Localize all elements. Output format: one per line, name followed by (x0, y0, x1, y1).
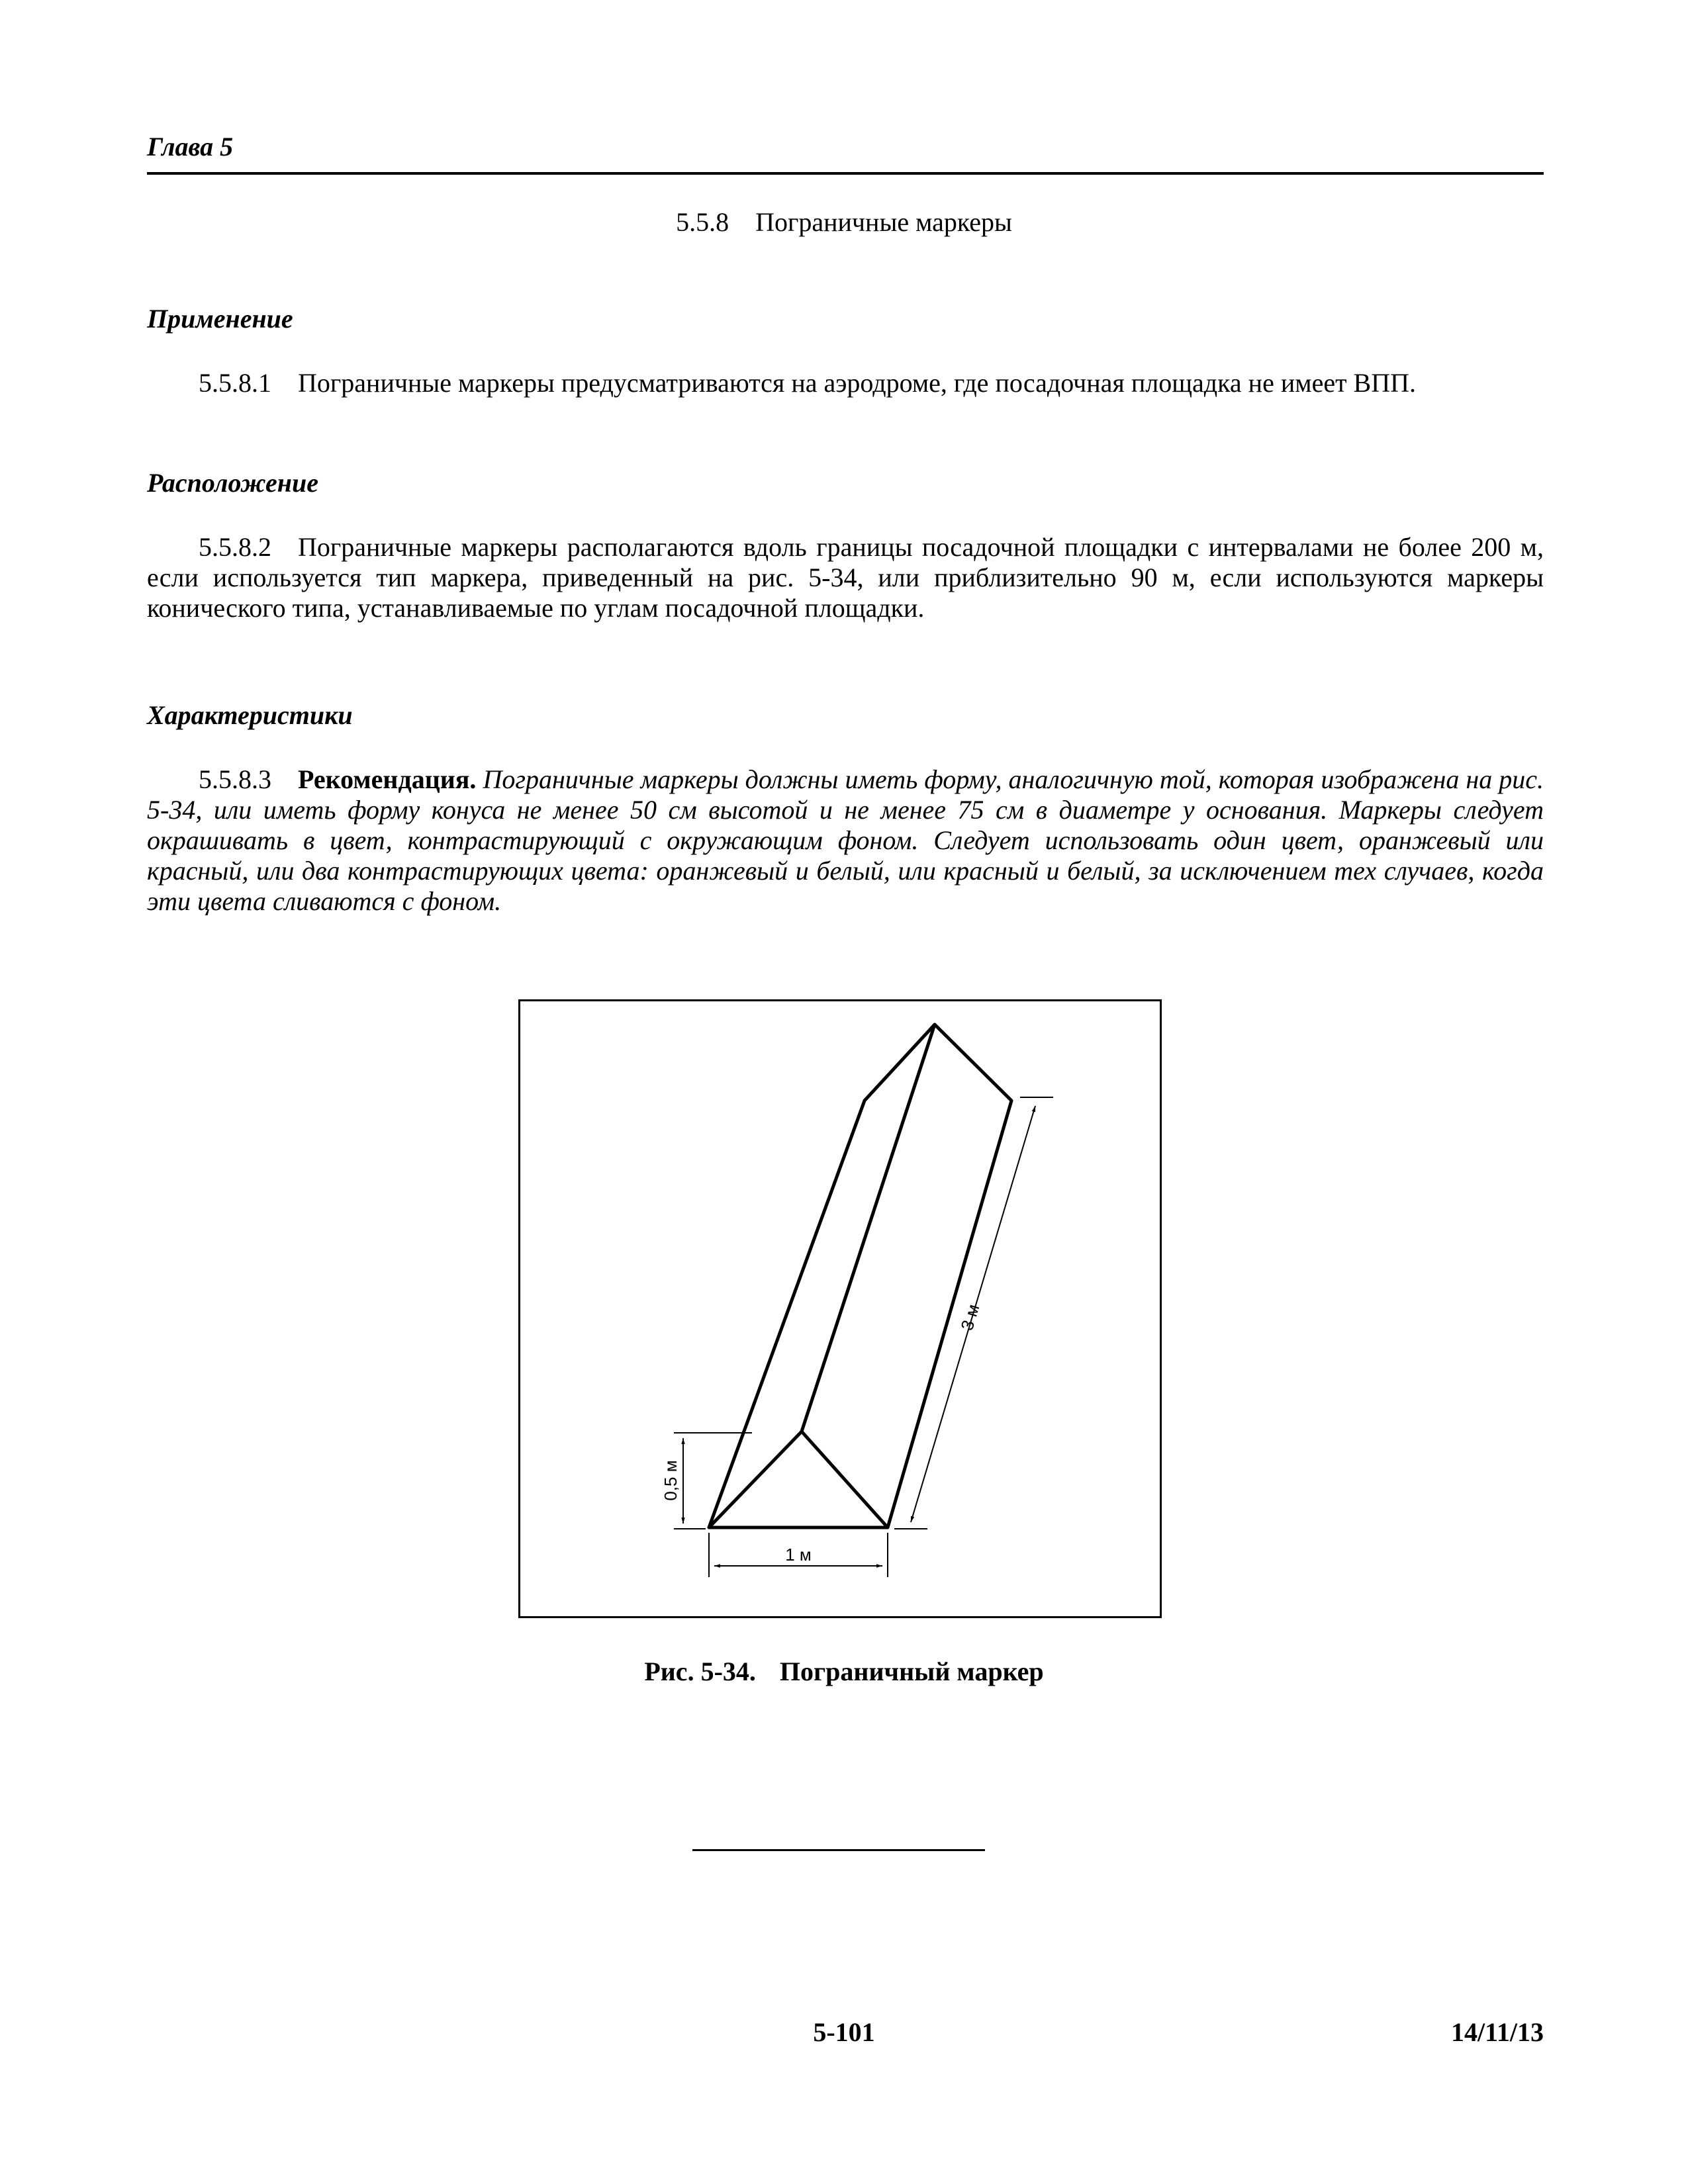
paragraph-number: 5.5.8.1 (199, 368, 271, 398)
figure-frame (518, 999, 1162, 1618)
footnote-divider (692, 1849, 985, 1851)
header-divider (147, 172, 1544, 175)
width-dimension-label: 1 м (785, 1545, 812, 1565)
paragraph-number: 5.5.8.3 (199, 764, 271, 794)
recommendation-text: Пограничные маркеры должны иметь форму, аналогичную той, которая изображена на рис. 5-34, или иметь форму конуса не менее 50 см высотой и не менее 75 см в диаметре у основания. Маркеры следует окрашивать в цвет, контрастирующий с окружающим фоном. Следует использовать один цвет, оранжевый или красный, или два контрастирующих цвета: оранжевый и белый, или красный и белый, за исключением тех случаев, когда эти цвета сливаются с фоном. (147, 764, 1544, 916)
paragraph-5-5-8-3 (147, 764, 1544, 917)
figure-title: Пограничный маркер (779, 1657, 1044, 1686)
paragraph-5-5-8-1 (147, 368, 1544, 398)
section-title-text: Пограничные маркеры (755, 207, 1012, 237)
paragraph-text: Пограничные маркеры предусматриваются на аэродроме, где посадочная площадка не имеет ВПП. (298, 368, 1417, 398)
heading-characteristics: Характеристики (147, 700, 353, 730)
figure-caption (0, 1656, 1688, 1687)
page-number: 5-101 (813, 2017, 875, 2047)
boundary-marker-drawing (520, 1001, 1164, 1620)
height-dimension-label: 0,5 м (661, 1460, 680, 1501)
recommendation-label: Рекомендация. (298, 764, 477, 794)
prism-outline (709, 1024, 1011, 1527)
paragraph-5-5-8-2 (147, 532, 1544, 623)
paragraph-text: Пограничные маркеры располагаются вдоль границы посадочной площадки с интервалами не более 200 м, если используется тип маркера, приведенный на рис. 5-34, или приблизительно 90 м, если используются маркеры конического типа, устанавливаемые по углам посадочной площадки. (147, 532, 1544, 623)
heading-application: Применение (147, 304, 293, 334)
section-number: 5.5.8 (676, 207, 729, 237)
section-title (0, 206, 1688, 238)
figure-number: Рис. 5-34. (644, 1657, 756, 1686)
chapter-heading: Глава 5 (147, 132, 234, 161)
page-date: 14/11/13 (1450, 2017, 1544, 2047)
length-dimension-label: 3 м (957, 1302, 984, 1333)
heading-location: Расположение (147, 468, 318, 498)
paragraph-number: 5.5.8.2 (199, 532, 271, 562)
